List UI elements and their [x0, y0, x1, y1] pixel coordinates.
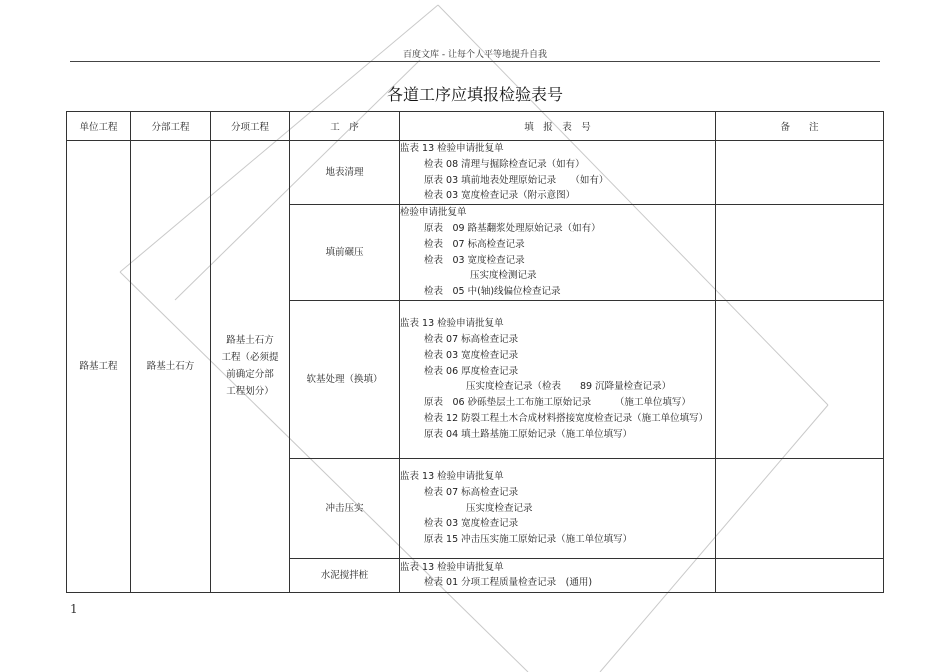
remarks-cell — [716, 205, 884, 301]
subitem-cell: 路基土石方 工程（必须提 前确定分部 工程划分） — [211, 141, 290, 593]
column-header-process: 工 序 — [290, 112, 400, 141]
page-header: 百度文库 - 让每个人平等地提升自我 — [403, 50, 547, 60]
column-header-unit: 单位工程 — [67, 112, 131, 141]
table-row — [67, 141, 884, 205]
form-list: 监表 13 检验申请批复单 检表 01 分项工程质量检查记录 (通用) — [400, 558, 716, 592]
column-header-subitem: 分项工程 — [211, 112, 290, 141]
remarks-cell — [716, 300, 884, 458]
process-name: 软基处理（换填） — [290, 300, 400, 458]
remarks-cell — [716, 141, 884, 205]
table-header-row — [67, 112, 884, 141]
form-list: 监表 13 检验申请批复单 检表 07 标高检查记录 压实度检查记录 检表 03 宽度检查记录 原表 15 冲击压实施工原始记录（施工单位填写） — [400, 458, 716, 558]
form-list: 监表 13 检验申请批复单 检表 08 清理与掘除检查记录（如有） 原表 03 填前地表处理原始记录 （如有） 检表 03 宽度检查记录（附示意图） — [400, 141, 716, 205]
form-list: 监表 13 检验申请批复单 检表 07 标高检查记录 检表 03 宽度检查记录 检表 06 厚度检查记录 压实度检查记录（检表 89 沉降量检查记录） 原表 06 砂砾垫层土工布施工原始记录 （施工单位填写） 检表 12 防裂工程土木合成材料搭接宽度检查记录（施工单位填写） 原表 04 填土路基施工原始记录（施工单位填写） — [400, 300, 716, 458]
page-number: 1 — [70, 602, 78, 616]
remarks-cell — [716, 558, 884, 592]
process-name: 填前碾压 — [290, 205, 400, 301]
division-cell: 路基土石方 — [131, 141, 211, 593]
column-header-remarks: 备 注 — [716, 112, 884, 141]
process-name: 冲击压实 — [290, 458, 400, 558]
header-rule — [70, 61, 880, 62]
document-title: 各道工序应填报检验表号 — [386, 85, 563, 104]
unit-project-cell: 路基工程 — [67, 141, 131, 593]
column-header-division: 分部工程 — [131, 112, 211, 141]
column-header-form-numbers: 填 报 表 号 — [400, 112, 716, 141]
remarks-cell — [716, 458, 884, 558]
inspection-form-table — [66, 111, 884, 593]
form-list: 检验申请批复单 原表 09 路基翻浆处理原始记录（如有） 检表 07 标高检查记录 检表 03 宽度检查记录 压实度检测记录 检表 05 中(轴)线偏位检查记录 — [400, 205, 716, 301]
process-name: 地表清理 — [290, 141, 400, 205]
process-name: 水泥搅拌桩 — [290, 558, 400, 592]
